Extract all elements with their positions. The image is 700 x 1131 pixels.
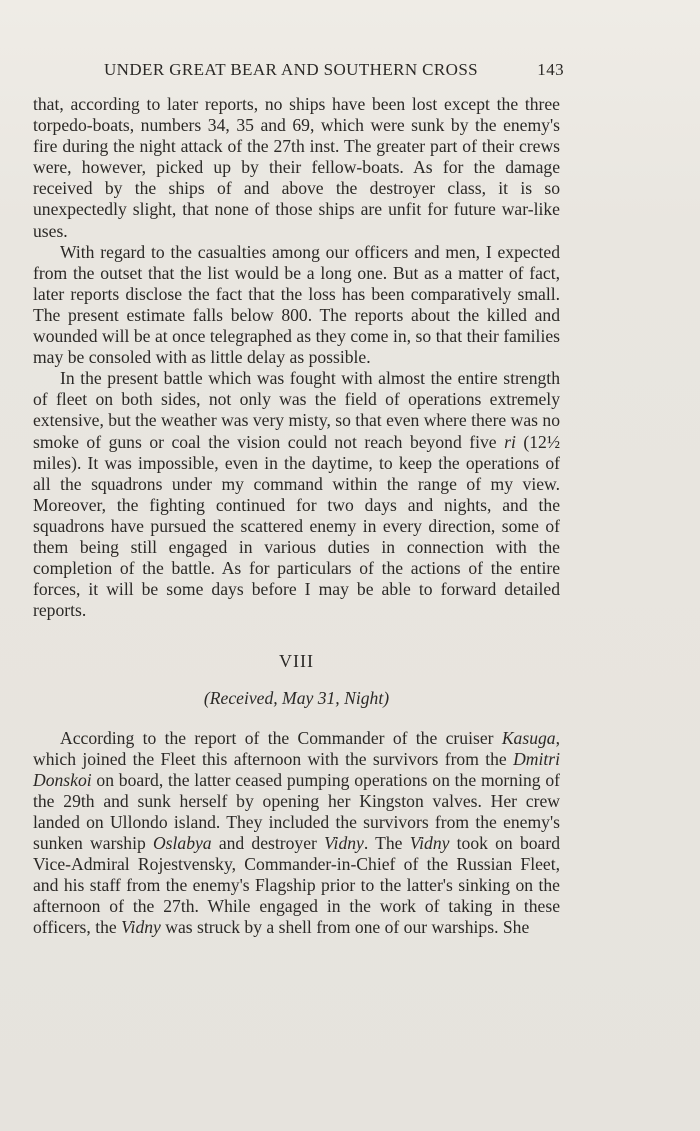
paragraph-2: With regard to the casualties among our officers and men, I expected from the outset that the list would be a long one. But as a matter of fact, later reports disclose the fact that the loss has been comparatively small. The present estimate falls below 800. The reports about the killed and wounded will be at once telegraphed as they come in, so that their families may be consoled with as little delay as possible. (33, 241, 560, 368)
p4-text-6: took on board Vice-Admiral Rojestvensky, Commander-in-Chief of the Russian Fleet, and his staff from the enemy's Flagship prior to the latter's sinking on the afternoon of the 27th. While engaged in the work of taking in these officers, the (33, 833, 560, 938)
ship-vidny-3: Vidny (121, 917, 161, 938)
paragraph-4 (33, 728, 560, 939)
ship-vidny-1: Vidny (324, 833, 364, 853)
p4-text-5: . The (363, 833, 410, 853)
ship-kasuga: Kasuga (501, 727, 556, 748)
section-subheading: (Received, May 31, Night) (203, 688, 390, 709)
running-head: UNDER GREAT BEAR AND SOUTHERN CROSS (104, 60, 479, 79)
p4-text-7: was struck by a shell from one of our warships. She (160, 917, 530, 938)
paragraph-3-text-b: (12½ miles). It was impossible, even in the daytime, to keep the operations of all the squadrons under my command within the range of my view. Moreover, the fighting continued for two days and nights, and the squadrons have pursued the scattered enemy in every direction, some of them being still engaged in various duties in connection with the completion of the battle. As for particulars of the actions of the entire forces, it will be some days before I may be able to forward detailed reports. (33, 431, 561, 621)
paragraph-3 (33, 368, 560, 621)
p4-text-3: on board, the latter ceased pumping operations on the morning of the 29th and sunk herself by opening her Kingston valves. Her crew landed on Ullondo island. They included the survivors from the enemy's sunken warship (33, 769, 560, 853)
ship-dmitri-donskoi: Dmitri Donskoi (33, 748, 560, 790)
p4-text-1: According to the report of the Commander of the cruiser (60, 727, 502, 748)
section-heading: VIII (279, 651, 314, 672)
ship-oslabya: Oslabya (152, 833, 212, 853)
ri-unit: ri (504, 431, 516, 452)
p4-text-2: , which joined the Fleet this afternoon with the survivors from the (33, 727, 560, 769)
paragraph-3-text-a: In the present battle which was fought with almost the entire strength of fleet on both sides, not only was the field of operations extremely extensive, but the weather was very misty, so that even where there was no smoke of guns or coal the vision could not reach beyond five (33, 368, 560, 452)
page-number: 143 (537, 60, 564, 79)
p4-text-4: and destroyer (211, 833, 325, 853)
page-header (104, 60, 564, 80)
ship-vidny-2: Vidny (409, 833, 450, 853)
paragraph-1: that, according to later reports, no ships have been lost except the three torpedo-boats, numbers 34, 35 and 69, which were sunk by the enemy's fire during the night attack of the 27th inst. The greater part of their crews were, however, picked up by their fellow-boats. As for the damage received by the ships of and above the destroyer class, it is so unexpectedly slight, that none of those ships are unfit for future war-like uses. (33, 94, 560, 241)
page-body (33, 94, 560, 938)
